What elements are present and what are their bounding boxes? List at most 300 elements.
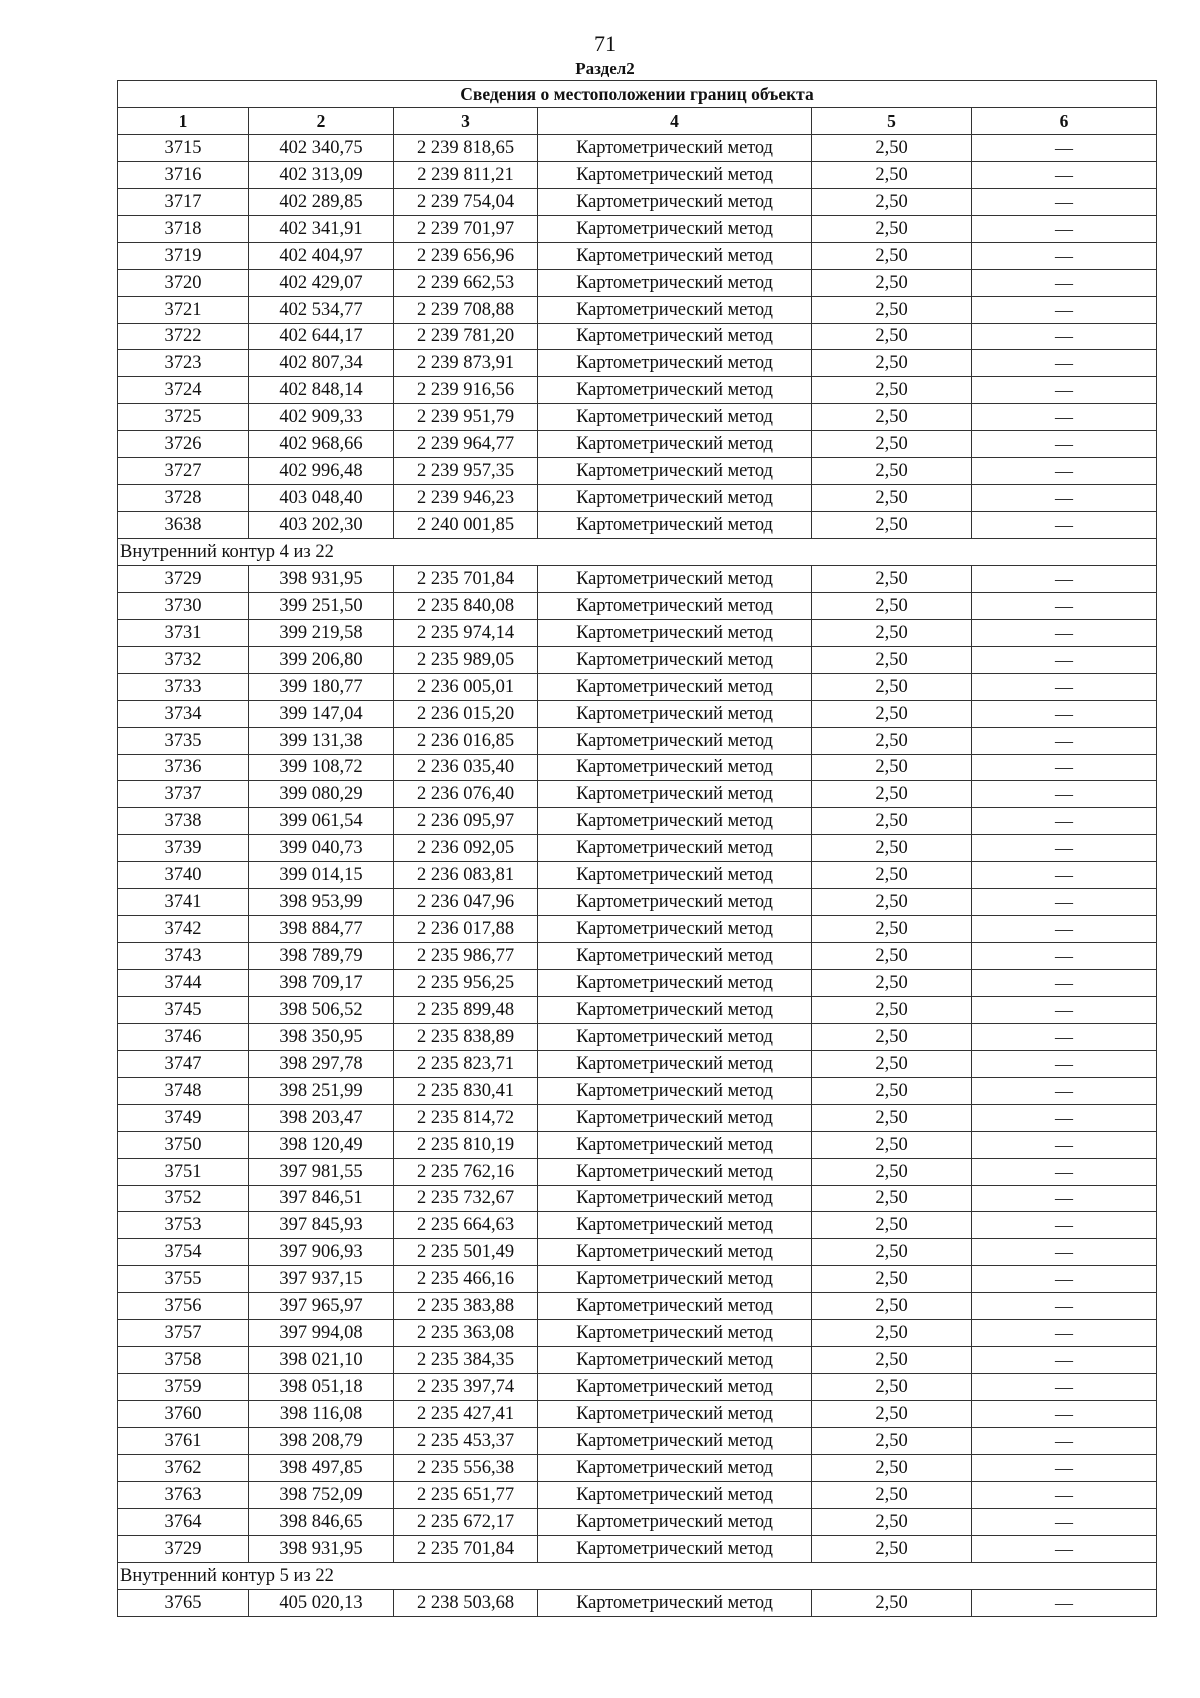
method-cell: Картометрический метод	[538, 1589, 812, 1616]
x-coordinate-cell: 398 297,78	[249, 1050, 394, 1077]
point-number-cell: 3733	[118, 673, 249, 700]
table-row	[118, 296, 1157, 323]
table-row	[118, 996, 1157, 1023]
table-row	[118, 1320, 1157, 1347]
y-coordinate-cell: 2 236 092,05	[394, 835, 538, 862]
x-coordinate-cell: 397 846,51	[249, 1185, 394, 1212]
description-cell: —	[972, 1427, 1157, 1454]
accuracy-cell: 2,50	[812, 296, 972, 323]
accuracy-cell: 2,50	[812, 242, 972, 269]
x-coordinate-cell: 398 846,65	[249, 1508, 394, 1535]
description-cell: —	[972, 1131, 1157, 1158]
accuracy-cell: 2,50	[812, 1320, 972, 1347]
accuracy-cell: 2,50	[812, 458, 972, 485]
method-cell: Картометрический метод	[538, 754, 812, 781]
accuracy-cell: 2,50	[812, 862, 972, 889]
point-number-cell: 3736	[118, 754, 249, 781]
method-cell: Картометрический метод	[538, 1374, 812, 1401]
x-coordinate-cell: 398 051,18	[249, 1374, 394, 1401]
x-coordinate-cell: 397 845,93	[249, 1212, 394, 1239]
method-cell: Картометрический метод	[538, 1077, 812, 1104]
description-cell: —	[972, 970, 1157, 997]
method-cell: Картометрический метод	[538, 673, 812, 700]
table-row	[118, 673, 1157, 700]
accuracy-cell: 2,50	[812, 565, 972, 592]
accuracy-cell: 2,50	[812, 1050, 972, 1077]
method-cell: Картометрический метод	[538, 1158, 812, 1185]
accuracy-cell: 2,50	[812, 512, 972, 539]
method-cell: Картометрический метод	[538, 781, 812, 808]
accuracy-cell: 2,50	[812, 188, 972, 215]
description-cell: —	[972, 565, 1157, 592]
accuracy-cell: 2,50	[812, 700, 972, 727]
description-cell: —	[972, 1104, 1157, 1131]
table-row	[118, 646, 1157, 673]
method-cell: Картометрический метод	[538, 134, 812, 161]
accuracy-cell: 2,50	[812, 592, 972, 619]
y-coordinate-cell: 2 236 015,20	[394, 700, 538, 727]
accuracy-cell: 2,50	[812, 1374, 972, 1401]
description-cell: —	[972, 592, 1157, 619]
description-cell: —	[972, 700, 1157, 727]
point-number-cell: 3743	[118, 943, 249, 970]
accuracy-cell: 2,50	[812, 754, 972, 781]
description-cell: —	[972, 215, 1157, 242]
y-coordinate-cell: 2 239 964,77	[394, 431, 538, 458]
point-number-cell: 3731	[118, 619, 249, 646]
point-number-cell: 3742	[118, 916, 249, 943]
table-row	[118, 1239, 1157, 1266]
description-cell: —	[972, 673, 1157, 700]
accuracy-cell: 2,50	[812, 1131, 972, 1158]
table-row	[118, 862, 1157, 889]
description-cell: —	[972, 727, 1157, 754]
table-row	[118, 1077, 1157, 1104]
y-coordinate-cell: 2 235 397,74	[394, 1374, 538, 1401]
x-coordinate-cell: 399 108,72	[249, 754, 394, 781]
section-title: Раздел2	[575, 59, 635, 78]
point-number-cell: 3724	[118, 377, 249, 404]
accuracy-cell: 2,50	[812, 889, 972, 916]
table-row	[118, 970, 1157, 997]
y-coordinate-cell: 2 239 811,21	[394, 161, 538, 188]
table-row	[118, 1050, 1157, 1077]
table-title-row	[118, 81, 1157, 108]
x-coordinate-cell: 402 313,09	[249, 161, 394, 188]
description-cell: —	[972, 1050, 1157, 1077]
description-cell: —	[972, 485, 1157, 512]
y-coordinate-cell: 2 239 951,79	[394, 404, 538, 431]
table-row	[118, 1374, 1157, 1401]
method-cell: Картометрический метод	[538, 808, 812, 835]
accuracy-cell: 2,50	[812, 1158, 972, 1185]
method-cell: Картометрический метод	[538, 565, 812, 592]
table-row	[118, 431, 1157, 458]
table-row	[118, 404, 1157, 431]
table-row	[118, 242, 1157, 269]
method-cell: Картометрический метод	[538, 350, 812, 377]
x-coordinate-cell: 397 937,15	[249, 1266, 394, 1293]
x-coordinate-cell: 402 807,34	[249, 350, 394, 377]
table-row	[118, 565, 1157, 592]
boundary-coordinates-table	[117, 80, 1157, 1617]
table-row	[118, 1185, 1157, 1212]
y-coordinate-cell: 2 235 899,48	[394, 996, 538, 1023]
y-coordinate-cell: 2 236 035,40	[394, 754, 538, 781]
accuracy-cell: 2,50	[812, 996, 972, 1023]
method-cell: Картометрический метод	[538, 970, 812, 997]
description-cell: —	[972, 1023, 1157, 1050]
method-cell: Картометрический метод	[538, 431, 812, 458]
accuracy-cell: 2,50	[812, 1185, 972, 1212]
table-row	[118, 215, 1157, 242]
description-cell: —	[972, 835, 1157, 862]
table-row	[118, 808, 1157, 835]
description-cell: —	[972, 862, 1157, 889]
description-cell: —	[972, 404, 1157, 431]
accuracy-cell: 2,50	[812, 431, 972, 458]
y-coordinate-cell: 2 239 781,20	[394, 323, 538, 350]
point-number-cell: 3716	[118, 161, 249, 188]
point-number-cell: 3723	[118, 350, 249, 377]
method-cell: Картометрический метод	[538, 1320, 812, 1347]
description-cell: —	[972, 1481, 1157, 1508]
description-cell: —	[972, 323, 1157, 350]
method-cell: Картометрический метод	[538, 1454, 812, 1481]
point-number-cell: 3732	[118, 646, 249, 673]
point-number-cell: 3721	[118, 296, 249, 323]
table-row	[118, 727, 1157, 754]
accuracy-cell: 2,50	[812, 646, 972, 673]
x-coordinate-cell: 402 404,97	[249, 242, 394, 269]
table-row	[118, 1589, 1157, 1616]
method-cell: Картометрический метод	[538, 1104, 812, 1131]
table-row	[118, 781, 1157, 808]
description-cell: —	[972, 781, 1157, 808]
table-row	[118, 835, 1157, 862]
description-cell: —	[972, 1239, 1157, 1266]
method-cell: Картометрический метод	[538, 646, 812, 673]
point-number-cell: 3727	[118, 458, 249, 485]
table-row	[118, 1535, 1157, 1562]
point-number-cell: 3758	[118, 1347, 249, 1374]
point-number-cell: 3715	[118, 134, 249, 161]
description-cell: —	[972, 619, 1157, 646]
x-coordinate-cell: 403 048,40	[249, 485, 394, 512]
y-coordinate-cell: 2 235 830,41	[394, 1077, 538, 1104]
contour-heading: Внутренний контур 4 из 22	[118, 539, 1157, 566]
accuracy-cell: 2,50	[812, 1239, 972, 1266]
y-coordinate-cell: 2 235 974,14	[394, 619, 538, 646]
x-coordinate-cell: 402 909,33	[249, 404, 394, 431]
y-coordinate-cell: 2 235 664,63	[394, 1212, 538, 1239]
y-coordinate-cell: 2 239 916,56	[394, 377, 538, 404]
x-coordinate-cell: 398 953,99	[249, 889, 394, 916]
point-number-cell: 3741	[118, 889, 249, 916]
point-number-cell: 3747	[118, 1050, 249, 1077]
method-cell: Картометрический метод	[538, 700, 812, 727]
point-number-cell: 3763	[118, 1481, 249, 1508]
point-number-cell: 3762	[118, 1454, 249, 1481]
x-coordinate-cell: 398 931,95	[249, 565, 394, 592]
point-number-cell: 3722	[118, 323, 249, 350]
y-coordinate-cell: 2 235 427,41	[394, 1401, 538, 1428]
description-cell: —	[972, 1293, 1157, 1320]
accuracy-cell: 2,50	[812, 1508, 972, 1535]
method-cell: Картометрический метод	[538, 458, 812, 485]
accuracy-cell: 2,50	[812, 404, 972, 431]
point-number-cell: 3751	[118, 1158, 249, 1185]
table-row	[118, 323, 1157, 350]
x-coordinate-cell: 398 203,47	[249, 1104, 394, 1131]
point-number-cell: 3725	[118, 404, 249, 431]
column-header: 4	[538, 108, 812, 135]
accuracy-cell: 2,50	[812, 1077, 972, 1104]
x-coordinate-cell: 399 080,29	[249, 781, 394, 808]
x-coordinate-cell: 397 906,93	[249, 1239, 394, 1266]
y-coordinate-cell: 2 236 076,40	[394, 781, 538, 808]
description-cell: —	[972, 808, 1157, 835]
point-number-cell: 3748	[118, 1077, 249, 1104]
x-coordinate-cell: 398 752,09	[249, 1481, 394, 1508]
point-number-cell: 3760	[118, 1401, 249, 1428]
point-number-cell: 3638	[118, 512, 249, 539]
accuracy-cell: 2,50	[812, 916, 972, 943]
accuracy-cell: 2,50	[812, 1266, 972, 1293]
method-cell: Картометрический метод	[538, 889, 812, 916]
x-coordinate-cell: 398 497,85	[249, 1454, 394, 1481]
description-cell: —	[972, 1185, 1157, 1212]
table-row	[118, 188, 1157, 215]
method-cell: Картометрический метод	[538, 1266, 812, 1293]
description-cell: —	[972, 1212, 1157, 1239]
point-number-cell: 3759	[118, 1374, 249, 1401]
point-number-cell: 3740	[118, 862, 249, 889]
description-cell: —	[972, 431, 1157, 458]
accuracy-cell: 2,50	[812, 808, 972, 835]
table-row	[118, 1266, 1157, 1293]
description-cell: —	[972, 1454, 1157, 1481]
table-row	[118, 512, 1157, 539]
x-coordinate-cell: 405 020,13	[249, 1589, 394, 1616]
method-cell: Картометрический метод	[538, 1023, 812, 1050]
y-coordinate-cell: 2 235 823,71	[394, 1050, 538, 1077]
accuracy-cell: 2,50	[812, 781, 972, 808]
point-number-cell: 3752	[118, 1185, 249, 1212]
y-coordinate-cell: 2 235 556,38	[394, 1454, 538, 1481]
x-coordinate-cell: 398 884,77	[249, 916, 394, 943]
method-cell: Картометрический метод	[538, 1050, 812, 1077]
table-row	[118, 350, 1157, 377]
method-cell: Картометрический метод	[538, 1427, 812, 1454]
contour-heading-row	[118, 1562, 1157, 1589]
x-coordinate-cell: 397 981,55	[249, 1158, 394, 1185]
y-coordinate-cell: 2 235 701,84	[394, 565, 538, 592]
accuracy-cell: 2,50	[812, 1454, 972, 1481]
y-coordinate-cell: 2 236 083,81	[394, 862, 538, 889]
point-number-cell: 3746	[118, 1023, 249, 1050]
x-coordinate-cell: 399 014,15	[249, 862, 394, 889]
accuracy-cell: 2,50	[812, 350, 972, 377]
point-number-cell: 3745	[118, 996, 249, 1023]
y-coordinate-cell: 2 235 384,35	[394, 1347, 538, 1374]
description-cell: —	[972, 1158, 1157, 1185]
y-coordinate-cell: 2 239 946,23	[394, 485, 538, 512]
x-coordinate-cell: 399 131,38	[249, 727, 394, 754]
x-coordinate-cell: 397 965,97	[249, 1293, 394, 1320]
y-coordinate-cell: 2 239 873,91	[394, 350, 538, 377]
table-row	[118, 269, 1157, 296]
y-coordinate-cell: 2 238 503,68	[394, 1589, 538, 1616]
point-number-cell: 3718	[118, 215, 249, 242]
point-number-cell: 3757	[118, 1320, 249, 1347]
table-row	[118, 1023, 1157, 1050]
description-cell: —	[972, 161, 1157, 188]
table-row	[118, 754, 1157, 781]
table-row	[118, 1427, 1157, 1454]
description-cell: —	[972, 1589, 1157, 1616]
point-number-cell: 3719	[118, 242, 249, 269]
x-coordinate-cell: 399 206,80	[249, 646, 394, 673]
table-row	[118, 1104, 1157, 1131]
method-cell: Картометрический метод	[538, 943, 812, 970]
accuracy-cell: 2,50	[812, 1589, 972, 1616]
column-header-row	[118, 108, 1157, 135]
contour-heading: Внутренний контур 5 из 22	[118, 1562, 1157, 1589]
description-cell: —	[972, 1401, 1157, 1428]
accuracy-cell: 2,50	[812, 835, 972, 862]
point-number-cell: 3754	[118, 1239, 249, 1266]
y-coordinate-cell: 2 235 383,88	[394, 1293, 538, 1320]
y-coordinate-cell: 2 235 732,67	[394, 1185, 538, 1212]
method-cell: Картометрический метод	[538, 485, 812, 512]
x-coordinate-cell: 399 251,50	[249, 592, 394, 619]
x-coordinate-cell: 399 219,58	[249, 619, 394, 646]
accuracy-cell: 2,50	[812, 619, 972, 646]
accuracy-cell: 2,50	[812, 1023, 972, 1050]
method-cell: Картометрический метод	[538, 835, 812, 862]
accuracy-cell: 2,50	[812, 1401, 972, 1428]
x-coordinate-cell: 402 996,48	[249, 458, 394, 485]
point-number-cell: 3729	[118, 1535, 249, 1562]
description-cell: —	[972, 1347, 1157, 1374]
y-coordinate-cell: 2 235 956,25	[394, 970, 538, 997]
description-cell: —	[972, 296, 1157, 323]
accuracy-cell: 2,50	[812, 161, 972, 188]
table-row	[118, 161, 1157, 188]
accuracy-cell: 2,50	[812, 215, 972, 242]
method-cell: Картометрический метод	[538, 1212, 812, 1239]
y-coordinate-cell: 2 236 005,01	[394, 673, 538, 700]
description-cell: —	[972, 754, 1157, 781]
table-row	[118, 485, 1157, 512]
y-coordinate-cell: 2 235 810,19	[394, 1131, 538, 1158]
x-coordinate-cell: 398 251,99	[249, 1077, 394, 1104]
method-cell: Картометрический метод	[538, 1185, 812, 1212]
x-coordinate-cell: 402 340,75	[249, 134, 394, 161]
method-cell: Картометрический метод	[538, 215, 812, 242]
y-coordinate-cell: 2 235 501,49	[394, 1239, 538, 1266]
table-row	[118, 619, 1157, 646]
x-coordinate-cell: 402 289,85	[249, 188, 394, 215]
description-cell: —	[972, 1320, 1157, 1347]
table-row	[118, 1212, 1157, 1239]
method-cell: Картометрический метод	[538, 1481, 812, 1508]
x-coordinate-cell: 398 709,17	[249, 970, 394, 997]
point-number-cell: 3720	[118, 269, 249, 296]
method-cell: Картометрический метод	[538, 1347, 812, 1374]
table-row	[118, 592, 1157, 619]
x-coordinate-cell: 398 021,10	[249, 1347, 394, 1374]
point-number-cell: 3717	[118, 188, 249, 215]
x-coordinate-cell: 402 341,91	[249, 215, 394, 242]
x-coordinate-cell: 398 120,49	[249, 1131, 394, 1158]
table-row	[118, 889, 1157, 916]
x-coordinate-cell: 399 061,54	[249, 808, 394, 835]
accuracy-cell: 2,50	[812, 1104, 972, 1131]
point-number-cell: 3749	[118, 1104, 249, 1131]
point-number-cell: 3738	[118, 808, 249, 835]
point-number-cell: 3761	[118, 1427, 249, 1454]
point-number-cell: 3753	[118, 1212, 249, 1239]
y-coordinate-cell: 2 236 047,96	[394, 889, 538, 916]
method-cell: Картометрический метод	[538, 377, 812, 404]
column-header: 1	[118, 108, 249, 135]
method-cell: Картометрический метод	[538, 1239, 812, 1266]
accuracy-cell: 2,50	[812, 1293, 972, 1320]
x-coordinate-cell: 398 931,95	[249, 1535, 394, 1562]
description-cell: —	[972, 1266, 1157, 1293]
contour-heading-row	[118, 539, 1157, 566]
table-row	[118, 1508, 1157, 1535]
y-coordinate-cell: 2 235 840,08	[394, 592, 538, 619]
x-coordinate-cell: 402 429,07	[249, 269, 394, 296]
x-coordinate-cell: 398 506,52	[249, 996, 394, 1023]
description-cell: —	[972, 134, 1157, 161]
point-number-cell: 3735	[118, 727, 249, 754]
description-cell: —	[972, 350, 1157, 377]
method-cell: Картометрический метод	[538, 619, 812, 646]
accuracy-cell: 2,50	[812, 377, 972, 404]
method-cell: Картометрический метод	[538, 916, 812, 943]
accuracy-cell: 2,50	[812, 673, 972, 700]
method-cell: Картометрический метод	[538, 1293, 812, 1320]
y-coordinate-cell: 2 239 818,65	[394, 134, 538, 161]
accuracy-cell: 2,50	[812, 1427, 972, 1454]
accuracy-cell: 2,50	[812, 1481, 972, 1508]
accuracy-cell: 2,50	[812, 970, 972, 997]
table-row	[118, 943, 1157, 970]
method-cell: Картометрический метод	[538, 1401, 812, 1428]
point-number-cell: 3750	[118, 1131, 249, 1158]
table-row	[118, 700, 1157, 727]
method-cell: Картометрический метод	[538, 296, 812, 323]
y-coordinate-cell: 2 239 662,53	[394, 269, 538, 296]
description-cell: —	[972, 242, 1157, 269]
description-cell: —	[972, 916, 1157, 943]
point-number-cell: 3737	[118, 781, 249, 808]
x-coordinate-cell: 402 534,77	[249, 296, 394, 323]
x-coordinate-cell: 399 147,04	[249, 700, 394, 727]
method-cell: Картометрический метод	[538, 996, 812, 1023]
table-title: Сведения о местоположении границ объекта	[118, 81, 1157, 108]
description-cell: —	[972, 646, 1157, 673]
y-coordinate-cell: 2 239 708,88	[394, 296, 538, 323]
method-cell: Картометрический метод	[538, 323, 812, 350]
y-coordinate-cell: 2 235 363,08	[394, 1320, 538, 1347]
method-cell: Картометрический метод	[538, 1535, 812, 1562]
description-cell: —	[972, 269, 1157, 296]
